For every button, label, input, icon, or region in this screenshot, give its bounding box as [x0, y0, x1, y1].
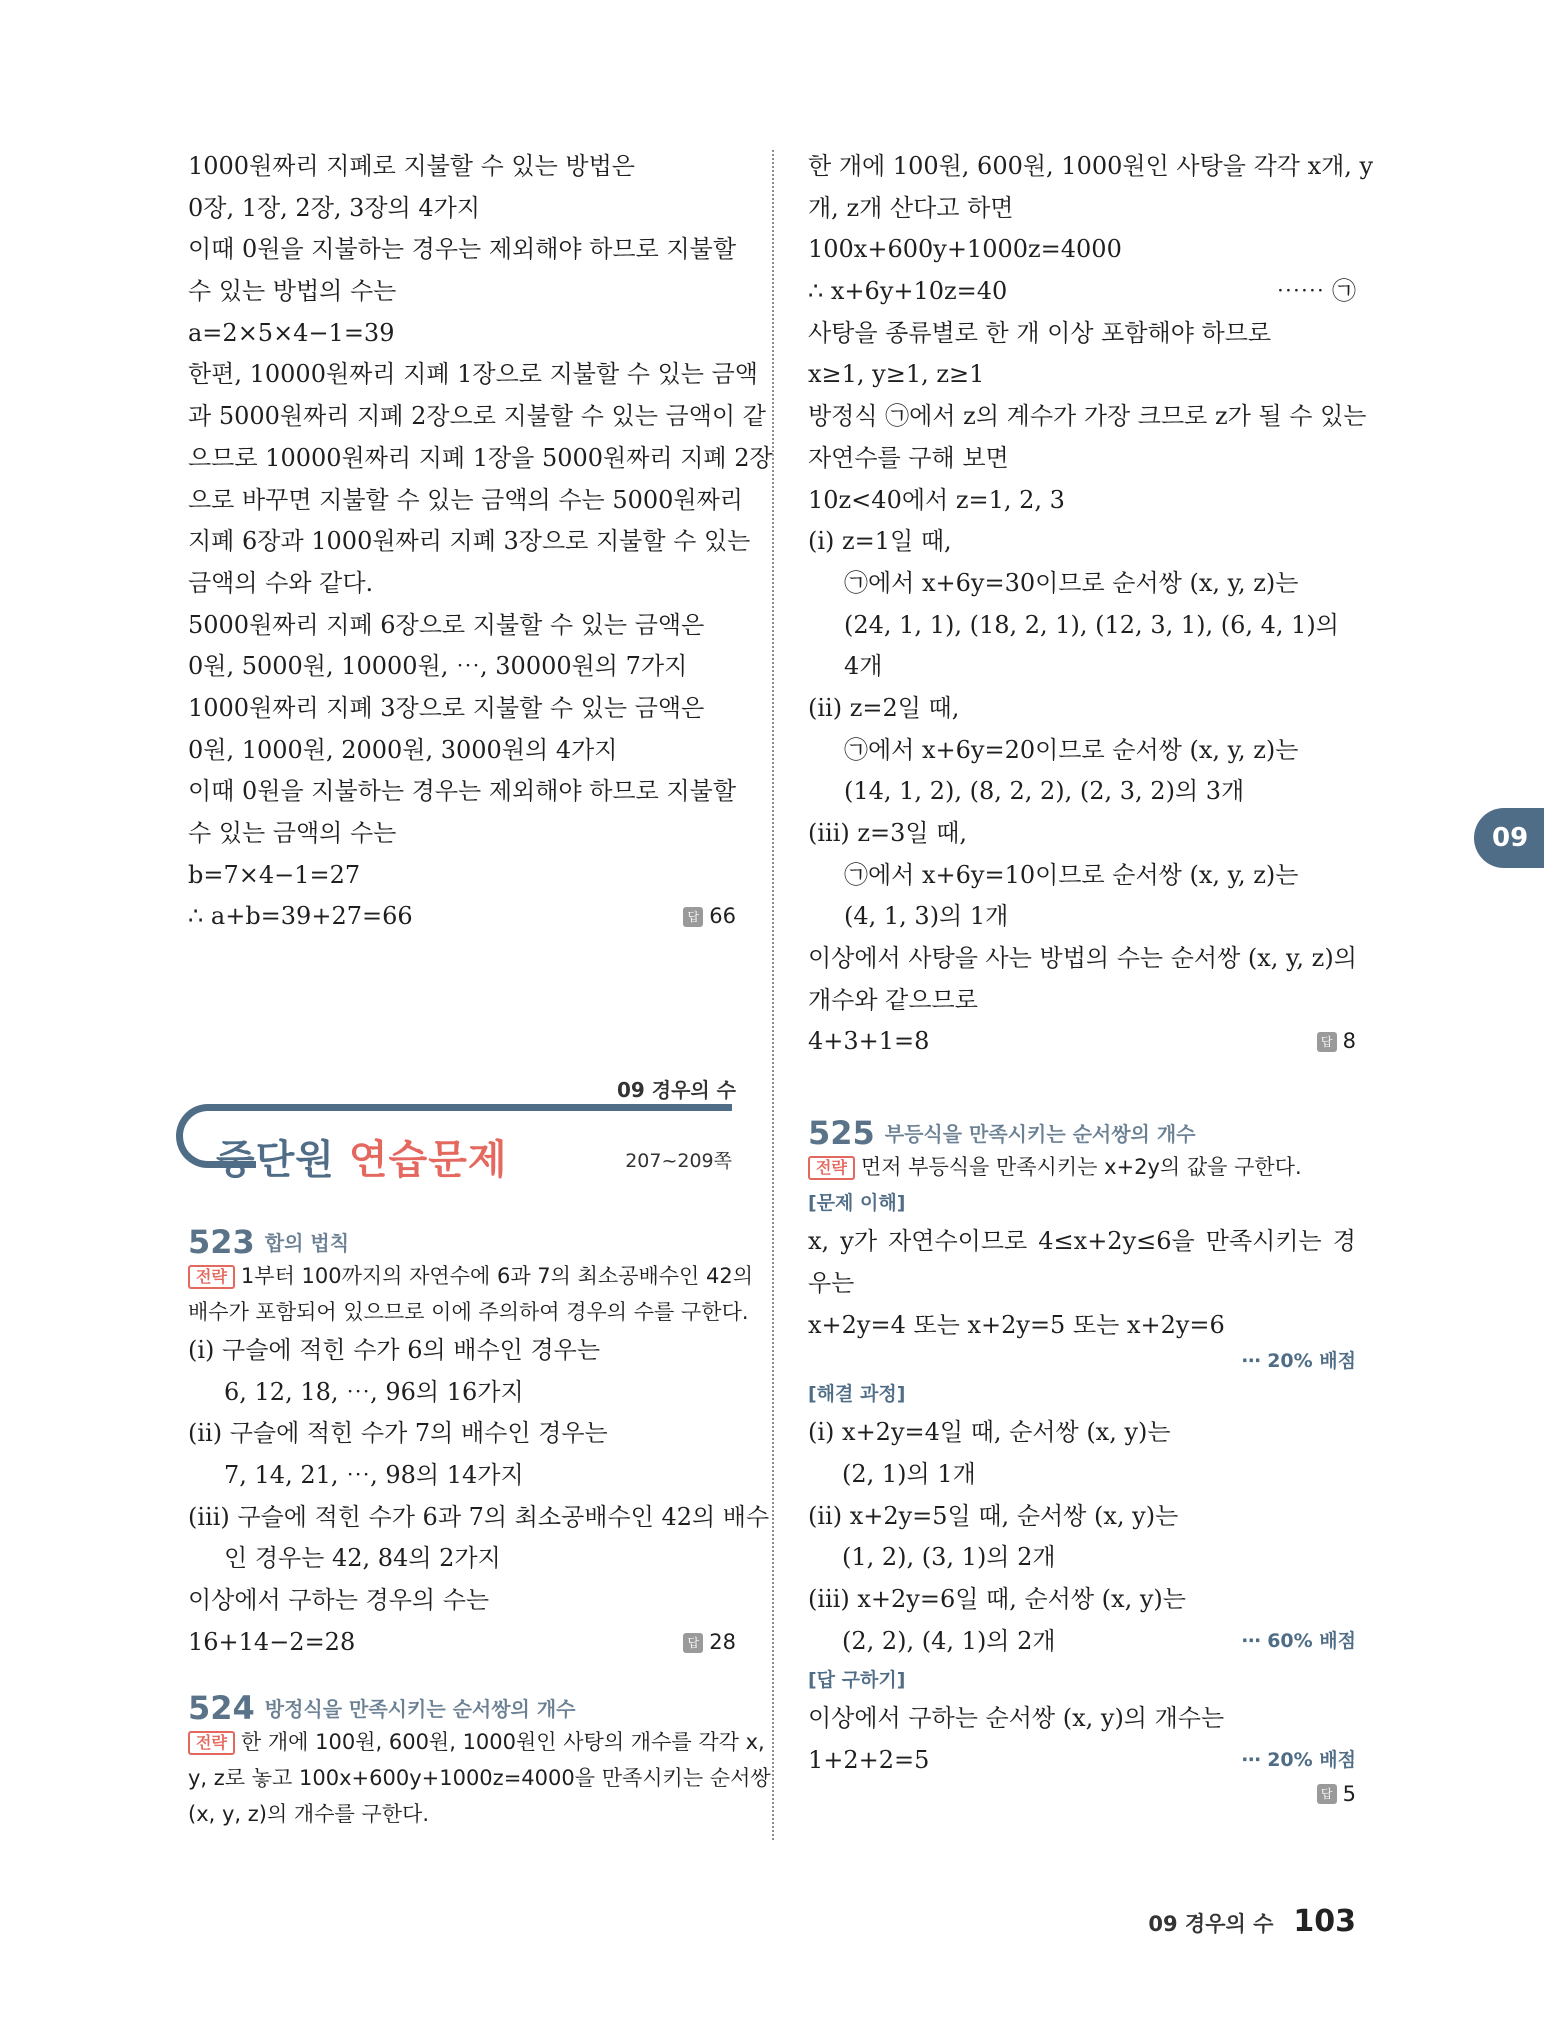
strategy-hint-cont: (x, y, z)의 개수를 구한다. [188, 1801, 429, 1826]
text-line [808, 271, 1356, 313]
text-line: 0원, 1000원, 2000원, 3000원의 4가지 [188, 735, 618, 764]
text-line: 이때 0원을 지불하는 경우는 제외해야 하므로 지불할 [188, 235, 736, 264]
problem-title: 부등식을 만족시키는 순서쌍의 개수 [884, 1122, 1196, 1147]
problem-number: 523 [188, 1223, 255, 1261]
answer-line [808, 1782, 1356, 1818]
text-line: ㉠에서 x+6y=30이므로 순서쌍 (x, y, z)는 [844, 568, 1299, 597]
answer-line [188, 896, 736, 938]
text-line: 한편, 10000원짜리 지폐 1장으로 지불할 수 있는 금액 [188, 360, 758, 389]
score-label: ⋯ 20% 배점 [1241, 1749, 1356, 1771]
text-line: 금액의 수와 같다. [188, 568, 374, 597]
text-line: 지폐 6장과 1000원짜리 지폐 3장으로 지불할 수 있는 [188, 527, 751, 556]
text-line: 으로 바꾸면 지불할 수 있는 금액의 수는 5000원짜리 [188, 485, 743, 514]
answer-value: 28 [709, 1629, 736, 1654]
equation-text: ∴ x+6y+10z=40 [808, 277, 1008, 306]
text-line: x≥1, y≥1, z≥1 [808, 360, 985, 389]
answer-mark [683, 896, 736, 938]
footer-chapter: 09 경우의 수 [1148, 1912, 1274, 1936]
step2-last-text: (2, 2), (4, 1)의 2개 [842, 1626, 1056, 1655]
strategy-tag: 전략 [188, 1731, 235, 1755]
text-line: 으므로 10000원짜리 지폐 1장을 5000원짜리 지폐 2장 [188, 443, 773, 472]
final-equation: ∴ a+b=39+27=66 [188, 902, 413, 931]
strategy-hint [808, 1149, 1356, 1185]
strategy-tag: 전략 [808, 1156, 855, 1180]
problem-525-header [808, 1101, 1356, 1153]
answer-mark [1317, 1782, 1356, 1806]
text-line: 1000원짜리 지폐로 지불할 수 있는 방법은 [188, 152, 635, 180]
text-line: (ⅰ) z=1일 때, [808, 527, 952, 556]
page-footer [1148, 1904, 1356, 1939]
section-chapter-label: 09 경우의 수 [616, 1078, 736, 1102]
final-equation: 4+3+1=8 [808, 1027, 930, 1056]
chapter-side-tab: 09 [1474, 808, 1544, 868]
text-line: (ⅱ) 구슬에 적힌 수가 7의 배수인 경우는 [188, 1419, 608, 1448]
answer-box-icon: 답 [1317, 1784, 1337, 1804]
text-line: 이상에서 사탕을 사는 방법의 수는 순서쌍 (x, y, z)의 [808, 944, 1357, 973]
text-line: x, y가 자연수이므로 4≤x+2y≤6을 만족시키는 경 [808, 1227, 1356, 1256]
step1-body [808, 1221, 1356, 1346]
strategy-hint-cont: y, z로 놓고 100x+600y+1000z=4000을 만족시키는 순서쌍 [188, 1765, 771, 1790]
text-line: 자연수를 구해 보면 [808, 443, 1009, 472]
text-line: 한 개에 100원, 600원, 1000원인 사탕을 각각 x개, y [808, 152, 1374, 180]
strategy-hint-cont: 배수가 포함되어 있으므로 이에 주의하여 경우의 수를 구한다. [188, 1300, 749, 1324]
answer-mark [1317, 1021, 1356, 1063]
text-line: 7, 14, 21, ⋯, 98의 14가지 [224, 1461, 524, 1490]
step2-body [808, 1412, 1356, 1620]
hint-text: 한 개에 100원, 600원, 1000원인 사탕의 개수를 각각 x, [240, 1729, 765, 1754]
left-problems [188, 1210, 771, 1832]
text-line: (4, 1, 3)의 1개 [844, 902, 1009, 931]
step-solve: [해결 과정] [808, 1383, 906, 1406]
answer-box-icon: 답 [1317, 1032, 1337, 1052]
answer-mark [683, 1622, 736, 1664]
text-line: 100x+600y+1000z=4000 [808, 235, 1122, 264]
text-line: (2, 1)의 1개 [842, 1459, 976, 1488]
final-equation: 16+14−2=28 [188, 1627, 356, 1656]
text-line: 과 5000원짜리 지폐 2장으로 지불할 수 있는 금액이 같 [188, 402, 766, 431]
answer-value: 8 [1342, 1029, 1356, 1054]
text-line: (ⅰ) x+2y=4일 때, 순서쌍 (x, y)는 [808, 1418, 1171, 1447]
text-line: b=7×4−1=27 [188, 860, 361, 889]
text-line: 개수와 같으므로 [808, 985, 978, 1014]
text-line: 10z<40에서 z=1, 2, 3 [808, 485, 1065, 514]
score-row [808, 1346, 1356, 1376]
text-line: (ⅲ) 구슬에 적힌 수가 6과 7의 최소공배수인 42의 배수 [188, 1502, 770, 1531]
text-line: x+2y=4 또는 x+2y=5 또는 x+2y=6 [808, 1310, 1225, 1339]
text-line: 수 있는 금액의 수는 [188, 819, 397, 847]
text-line: 우는 [808, 1268, 855, 1297]
right-column [808, 146, 1374, 1818]
answer-value: 5 [1342, 1781, 1356, 1806]
section-title [216, 1128, 507, 1185]
text-line: (ⅰ) 구슬에 적힌 수가 6의 배수인 경우는 [188, 1336, 601, 1364]
left-column [188, 146, 773, 938]
step3-final [808, 1740, 1356, 1782]
problem-523-header [188, 1210, 736, 1261]
section-pages: 207~209쪽 [625, 1150, 732, 1172]
hint-text: 먼저 부등식을 만족시키는 x+2y의 값을 구한다. [860, 1155, 1302, 1180]
problem-title: 합의 법칙 [264, 1231, 350, 1255]
answer-box-icon: 답 [683, 907, 703, 927]
final-equation: 1+2+2=5 [808, 1746, 930, 1774]
answer-line [188, 1622, 736, 1664]
text-line: a=2×5×4−1=39 [188, 318, 395, 347]
step-answer: [답 구하기] [808, 1669, 906, 1692]
text-line: 4개 [844, 652, 883, 681]
text-line: 0원, 5000원, 10000원, ⋯, 30000원의 7가지 [188, 652, 688, 681]
text-line: 이상에서 구하는 경우의 수는 [188, 1586, 490, 1615]
text-line: ㉠에서 x+6y=20이므로 순서쌍 (x, y, z)는 [844, 735, 1299, 764]
page-number: 103 [1293, 1904, 1356, 1939]
equation-tag: ⋯⋯ ㉠ [1276, 277, 1356, 306]
answer-box-icon: 답 [683, 1633, 703, 1653]
problem-524-header [188, 1676, 736, 1727]
text-line: (ⅱ) z=2일 때, [808, 693, 960, 722]
strategy-tag: 전략 [188, 1265, 235, 1289]
text-line: (1, 2), (3, 1)의 2개 [842, 1543, 1056, 1572]
step3-line: 이상에서 구하는 순서쌍 (x, y)의 개수는 [808, 1704, 1225, 1733]
text-line: 5000원짜리 지폐 6장으로 지불할 수 있는 금액은 [188, 610, 705, 639]
text-line: 이때 0원을 지불하는 경우는 제외해야 하므로 지불할 [188, 777, 736, 806]
text-line: 방정식 ㉠에서 z의 계수가 가장 크므로 z가 될 수 있는 [808, 402, 1367, 431]
right-top-solution [808, 146, 1374, 1021]
text-line: 0장, 1장, 2장, 3장의 4가지 [188, 193, 481, 222]
problem-number: 524 [188, 1688, 255, 1727]
text-line: 1000원짜리 지폐 3장으로 지불할 수 있는 금액은 [188, 693, 705, 722]
section-title-b: 연습문제 [348, 1137, 508, 1183]
step2-last-line [808, 1621, 1356, 1663]
text-line: 수 있는 방법의 수는 [188, 277, 397, 306]
left-top-solution [188, 146, 773, 896]
column-divider [772, 150, 774, 1840]
score-label: ⋯ 20% 배점 [1241, 1350, 1356, 1373]
hint-text: 1부터 100까지의 자연수에 6과 7의 최소공배수인 42의 [240, 1264, 754, 1288]
text-line: ㉠에서 x+6y=10이므로 순서쌍 (x, y, z)는 [844, 860, 1299, 889]
strategy-hint [188, 1258, 754, 1294]
text-line: 사탕을 종류별로 한 개 이상 포함해야 하므로 [808, 318, 1272, 347]
text-line: (ⅱ) x+2y=5일 때, 순서쌍 (x, y)는 [808, 1501, 1179, 1530]
score-label: ⋯ 60% 배점 [1241, 1629, 1356, 1652]
section-title-a: 중단원 [216, 1137, 335, 1183]
problem-title: 방정식을 만족시키는 순서쌍의 개수 [264, 1696, 576, 1721]
text-line: (ⅲ) z=3일 때, [808, 819, 968, 847]
step-understand: [문제 이해] [808, 1192, 906, 1215]
problem-number: 525 [808, 1114, 875, 1153]
text-line: 개, z개 산다고 하면 [808, 193, 1014, 222]
strategy-hint [188, 1724, 765, 1760]
answer-line [808, 1021, 1356, 1063]
problem-523-body [188, 1330, 770, 1622]
text-line: 6, 12, 18, ⋯, 96의 16가지 [224, 1377, 524, 1406]
text-line: 인 경우는 42, 84의 2가지 [224, 1544, 501, 1573]
answer-value: 66 [709, 904, 736, 929]
text-line: (14, 1, 2), (8, 2, 2), (2, 3, 2)의 3개 [844, 777, 1245, 806]
text-line: (ⅲ) x+2y=6일 때, 순서쌍 (x, y)는 [808, 1584, 1186, 1613]
text-line: (24, 1, 1), (18, 2, 1), (12, 3, 1), (6, 4, 1)의 [844, 610, 1339, 639]
bracket-line [216, 1104, 732, 1111]
